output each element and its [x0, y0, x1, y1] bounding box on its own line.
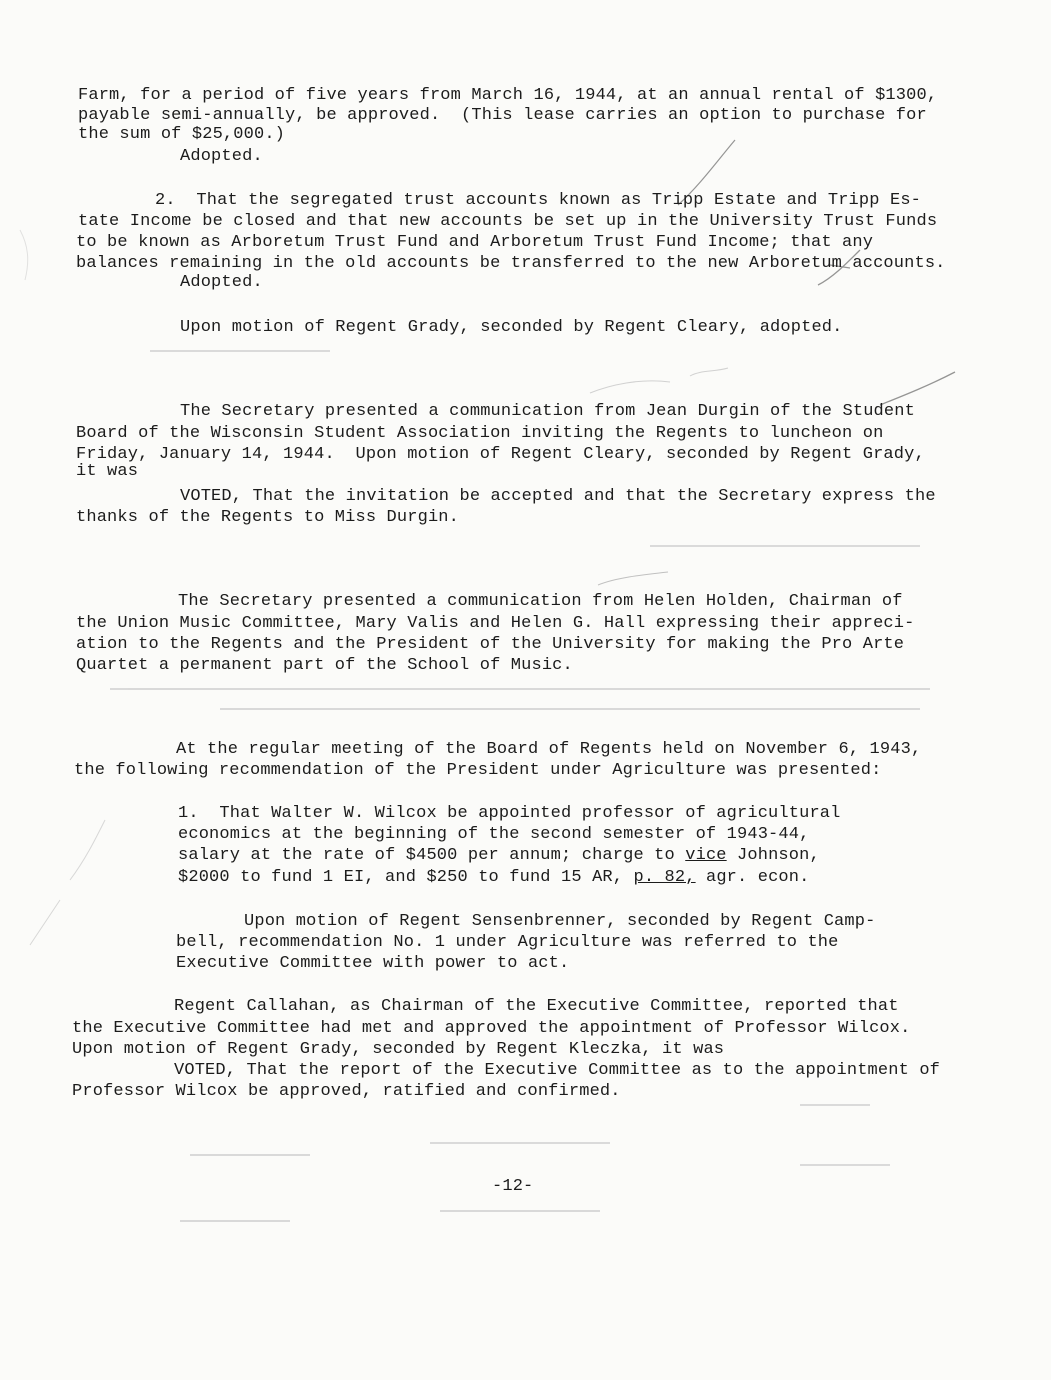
- page-ref-underlined: p. 82,: [633, 868, 696, 887]
- text-line: 1. That Walter W. Wilcox be appointed professor of agricultural: [178, 804, 841, 823]
- fund-text: $2000 to fund 1 EI, and $250 to fund 15 AR,: [178, 868, 634, 887]
- fund-text: agr. econ.: [695, 868, 810, 887]
- fund-line: [178, 868, 809, 888]
- text-line: Upon motion of Regent Grady, seconded by Regent Cleary, adopted.: [180, 318, 843, 337]
- text-line: 2. That the segregated trust accounts known as Tripp Estate and Tripp Es-: [155, 191, 922, 210]
- text-line: it was: [76, 462, 139, 481]
- text-line: The Secretary presented a communication from Helen Holden, Chairman of: [178, 592, 903, 611]
- text-line: Upon motion of Regent Sensenbrenner, seconded by Regent Camp-: [244, 912, 876, 931]
- salary-line: [178, 846, 820, 866]
- text-line: thanks of the Regents to Miss Durgin.: [76, 508, 460, 527]
- text-line: Professor Wilcox be approved, ratified and confirmed.: [72, 1082, 621, 1101]
- adopted-label: Adopted.: [180, 273, 263, 292]
- text-line: ation to the Regents and the President of the University for making the Pro Arte: [76, 635, 905, 654]
- text-line: balances remaining in the old accounts be transferred to the new Arboretum accounts.: [76, 254, 946, 273]
- salary-text: salary at the rate of $4500 per annum; charge to: [178, 846, 686, 865]
- text-line: payable semi-annually, be approved. (This lease carries an option to purchase for: [78, 106, 927, 125]
- text-line: The Secretary presented a communication from Jean Durgin of the Student: [180, 402, 915, 421]
- vice-underlined: vice: [685, 846, 727, 865]
- text-line: to be known as Arboretum Trust Fund and Arboretum Trust Fund Income; that any: [76, 233, 874, 252]
- text-line: Farm, for a period of five years from March 16, 1944, at an annual rental of $1300,: [78, 86, 938, 105]
- text-line: the Union Music Committee, Mary Valis and Helen G. Hall expressing their appreci-: [76, 614, 915, 633]
- text-line: economics at the beginning of the second semester of 1943-44,: [178, 825, 810, 844]
- text-line: At the regular meeting of the Board of Regents held on November 6, 1943,: [176, 740, 922, 759]
- text-line: bell, recommendation No. 1 under Agriculture was referred to the: [176, 933, 839, 952]
- text-line: tate Income be closed and that new accounts be set up in the University Trust Funds: [78, 212, 938, 231]
- text-line: Board of the Wisconsin Student Association inviting the Regents to luncheon on: [76, 424, 884, 443]
- text-line: Regent Callahan, as Chairman of the Executive Committee, reported that: [174, 997, 899, 1016]
- text-line: VOTED, That the report of the Executive Committee as to the appointment of: [174, 1061, 941, 1080]
- text-line: Friday, January 14, 1944. Upon motion of Regent Cleary, seconded by Regent Grady,: [76, 445, 925, 464]
- text-line: the sum of $25,000.): [78, 125, 286, 144]
- text-line: the following recommendation of the President under Agriculture was presented:: [74, 761, 882, 780]
- text-line: Upon motion of Regent Grady, seconded by Regent Kleczka, it was: [72, 1040, 725, 1059]
- adopted-label: Adopted.: [180, 147, 263, 166]
- text-line: VOTED, That the invitation be accepted and that the Secretary express the: [180, 487, 936, 506]
- page-number: -12-: [492, 1177, 534, 1196]
- text-line: the Executive Committee had met and approved the appointment of Professor Wilcox.: [72, 1019, 911, 1038]
- text-line: Quartet a permanent part of the School of Music.: [76, 656, 573, 675]
- salary-text: Johnson,: [726, 846, 820, 865]
- text-line: Executive Committee with power to act.: [176, 954, 570, 973]
